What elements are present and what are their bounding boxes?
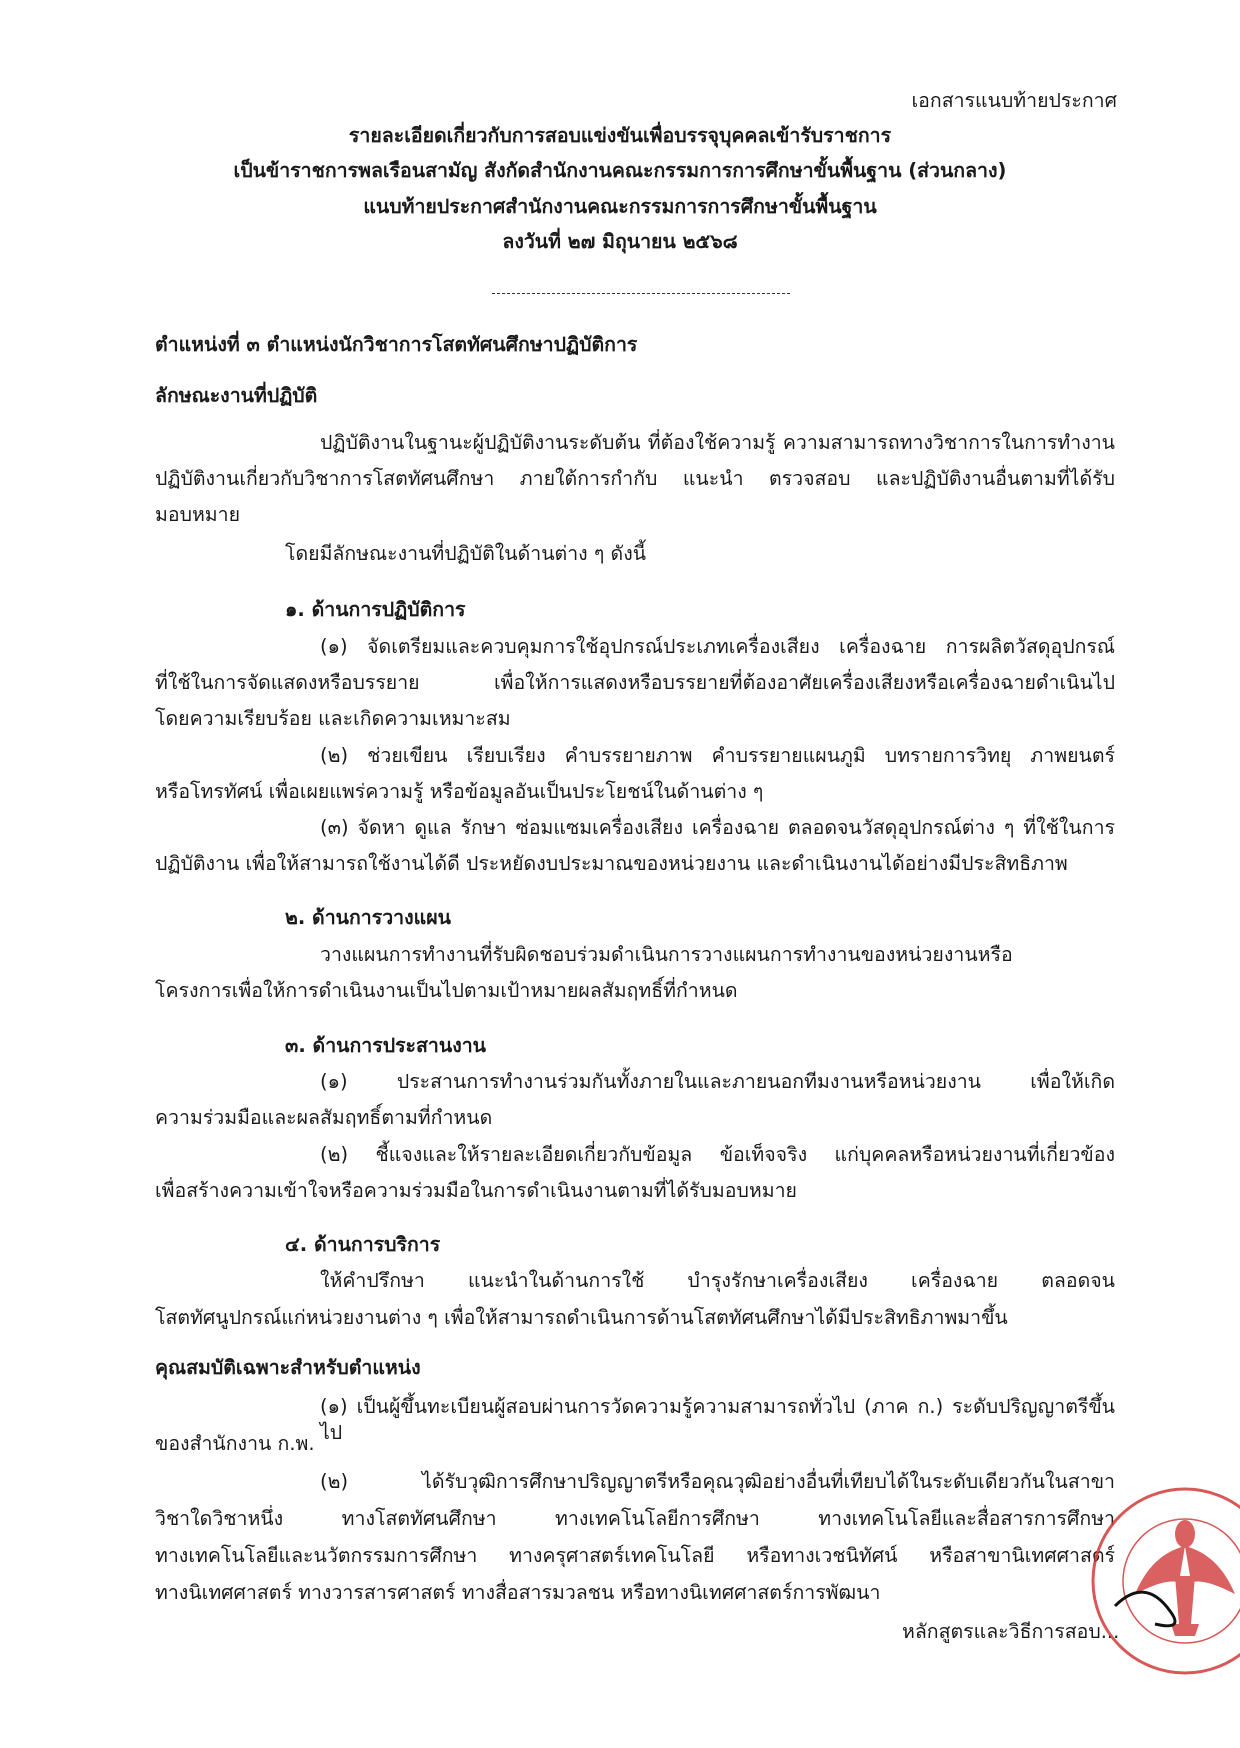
section-1-line-5: หรือโทรทัศน์ เพื่อเผยแพร่ความรู้ หรือข้อมูลอันเป็นประโยชน์ในด้านต่าง ๆ	[155, 780, 764, 803]
qualifications-line-5: ทางเทคโนโลยีและนวัตกรรมการศึกษา ทางครุศาสตร์เทคโนโลยี หรือทางเวชนิทัศน์ หรือสาขานิเทศศาสตร์	[155, 1544, 1115, 1567]
job-nature-line-2: ปฏิบัติงานเกี่ยวกับวิชาการโสตทัศนศึกษา ภายใต้การกำกับ แนะนำ ตรวจสอบ และปฏิบัติงานอื่นตามที่ได้รับ	[155, 467, 1115, 490]
position-title: ตำแหน่งที่ ๓ ตำแหน่งนักวิชาการโสตทัศนศึกษาปฏิบัติการ	[155, 333, 638, 356]
section-3-line-2: ความร่วมมือและผลสัมฤทธิ์ตามที่กำหนด	[155, 1106, 493, 1129]
section-1-line-7: ปฏิบัติงาน เพื่อให้สามารถใช้งานได้ดี ประหยัดงบประมาณของหน่วยงาน และดำเนินงานได้อย่างมีประสิทธิภาพ	[155, 852, 1068, 875]
section-1-line-4: (๒) ช่วยเขียน เรียบเรียง คำบรรยายภาพ คำบรรยายแผนภูมิ บทรายการวิทยุ ภาพยนตร์	[320, 744, 1115, 767]
section-4-line-1: ให้คำปรึกษา แนะนำในด้านการใช้ บำรุงรักษาเครื่องเสียง เครื่องฉาย ตลอดจน	[320, 1269, 1115, 1292]
section-1-heading: ๑. ด้านการปฏิบัติการ	[285, 598, 466, 621]
section-2-heading: ๒. ด้านการวางแผน	[285, 906, 451, 929]
section-2-line-1: วางแผนการทำงานที่รับผิดชอบร่วมดำเนินการวางแผนการทำงานของหน่วยงานหรือ	[320, 943, 1013, 966]
job-nature-line-3: มอบหมาย	[155, 503, 241, 526]
section-2-line-2: โครงการเพื่อให้การดำเนินงานเป็นไปตามเป้าหมายผลสัมฤทธิ์ที่กำหนด	[155, 979, 738, 1002]
title-divider	[492, 293, 790, 294]
title-line-3: แนบท้ายประกาศสำนักงานคณะกรรมการการศึกษาขั้นพื้นฐาน	[363, 195, 877, 218]
section-1-line-1: (๑) จัดเตรียมและควบคุมการใช้อุปกรณ์ประเภทเครื่องเสียง เครื่องฉาย การผลิตวัสดุอุปกรณ์	[320, 635, 1115, 658]
qualifications-line-1: (๑) เป็นผู้ขึ้นทะเบียนผู้สอบผ่านการวัดความรู้ความสามารถทั่วไป (ภาค ก.) ระดับปริญญาตรีขึ้นไป	[320, 1395, 1115, 1444]
title-line-1: รายละเอียดเกี่ยวกับการสอบแข่งขันเพื่อบรรจุบุคคลเข้ารับราชการ	[348, 124, 892, 147]
job-nature-intro: โดยมีลักษณะงานที่ปฏิบัติในด้านต่าง ๆ ดังนี้	[285, 542, 647, 565]
title-date: ลงวันที่ ๒๗ มิถุนายน ๒๕๖๘	[502, 230, 738, 253]
qualifications-line-6: ทางนิเทศศาสตร์ ทางวารสารศาสตร์ ทางสื่อสารมวลชน หรือทางนิเทศศาสตร์การพัฒนา	[155, 1581, 881, 1604]
qualifications-line-3: (๒) ได้รับวุฒิการศึกษาปริญญาตรีหรือคุณวุฒิอย่างอื่นที่เทียบได้ในระดับเดียวกันในสาขา	[320, 1470, 1115, 1493]
job-nature-line-1: ปฏิบัติงานในฐานะผู้ปฏิบัติงานระดับต้น ที่ต้องใช้ความรู้ ความสามารถทางวิชาการในการทำงาน	[320, 431, 1115, 454]
section-1-line-6: (๓) จัดหา ดูแล รักษา ซ่อมแซมเครื่องเสียง เครื่องฉาย ตลอดจนวัสดุอุปกรณ์ต่าง ๆ ที่ใช้ในการ	[320, 816, 1115, 839]
qualifications-heading: คุณสมบัติเฉพาะสำหรับตำแหน่ง	[155, 1356, 421, 1379]
section-3-line-1: (๑) ประสานการทำงานร่วมกันทั้งภายในและภายนอกทีมงานหรือหน่วยงาน เพื่อให้เกิด	[320, 1070, 1115, 1093]
title-line-2: เป็นข้าราชการพลเรือนสามัญ สังกัดสำนักงานคณะกรรมการการศึกษาขั้นพื้นฐาน (ส่วนกลาง)	[233, 159, 1007, 182]
qualifications-line-2: ของสำนักงาน ก.พ.	[155, 1432, 315, 1455]
section-3-line-4: เพื่อสร้างความเข้าใจหรือความร่วมมือในการดำเนินงานตามที่ได้รับมอบหมาย	[155, 1179, 797, 1202]
job-nature-heading: ลักษณะงานที่ปฏิบัติ	[155, 384, 318, 407]
section-1-line-2: ที่ใช้ในการจัดแสดงหรือบรรยาย เพื่อให้การแสดงหรือบรรยายที่ต้องอาศัยเครื่องเสียงหรือเครื่องฉายดำเนินไป	[155, 671, 1115, 694]
garuda-seal-stamp	[1075, 1456, 1240, 1676]
section-4-heading: ๔. ด้านการบริการ	[285, 1233, 441, 1256]
continuation-note: หลักสูตรและวิธีการสอบ...	[902, 1620, 1120, 1643]
section-3-heading: ๓. ด้านการประสานงาน	[285, 1034, 487, 1057]
section-3-line-3: (๒) ชี้แจงและให้รายละเอียดเกี่ยวกับข้อมูล ข้อเท็จจริง แก่บุคคลหรือหน่วยงานที่เกี่ยวข้อง	[320, 1143, 1115, 1166]
section-4-line-2: โสตทัศนูปกรณ์แก่หน่วยงานต่าง ๆ เพื่อให้สามารถดำเนินการด้านโสตทัศนศึกษาได้มีประสิทธิภาพมาขึ้น	[155, 1306, 1008, 1329]
attachment-note: เอกสารแนบท้ายประกาศ	[911, 89, 1117, 112]
section-1-line-3: โดยความเรียบร้อย และเกิดความเหมาะสม	[155, 707, 511, 730]
qualifications-line-4: วิชาใดวิชาหนึ่ง ทางโสตทัศนศึกษา ทางเทคโนโลยีการศึกษา ทางเทคโนโลยีและสื่อสารการศึกษา	[155, 1507, 1115, 1530]
